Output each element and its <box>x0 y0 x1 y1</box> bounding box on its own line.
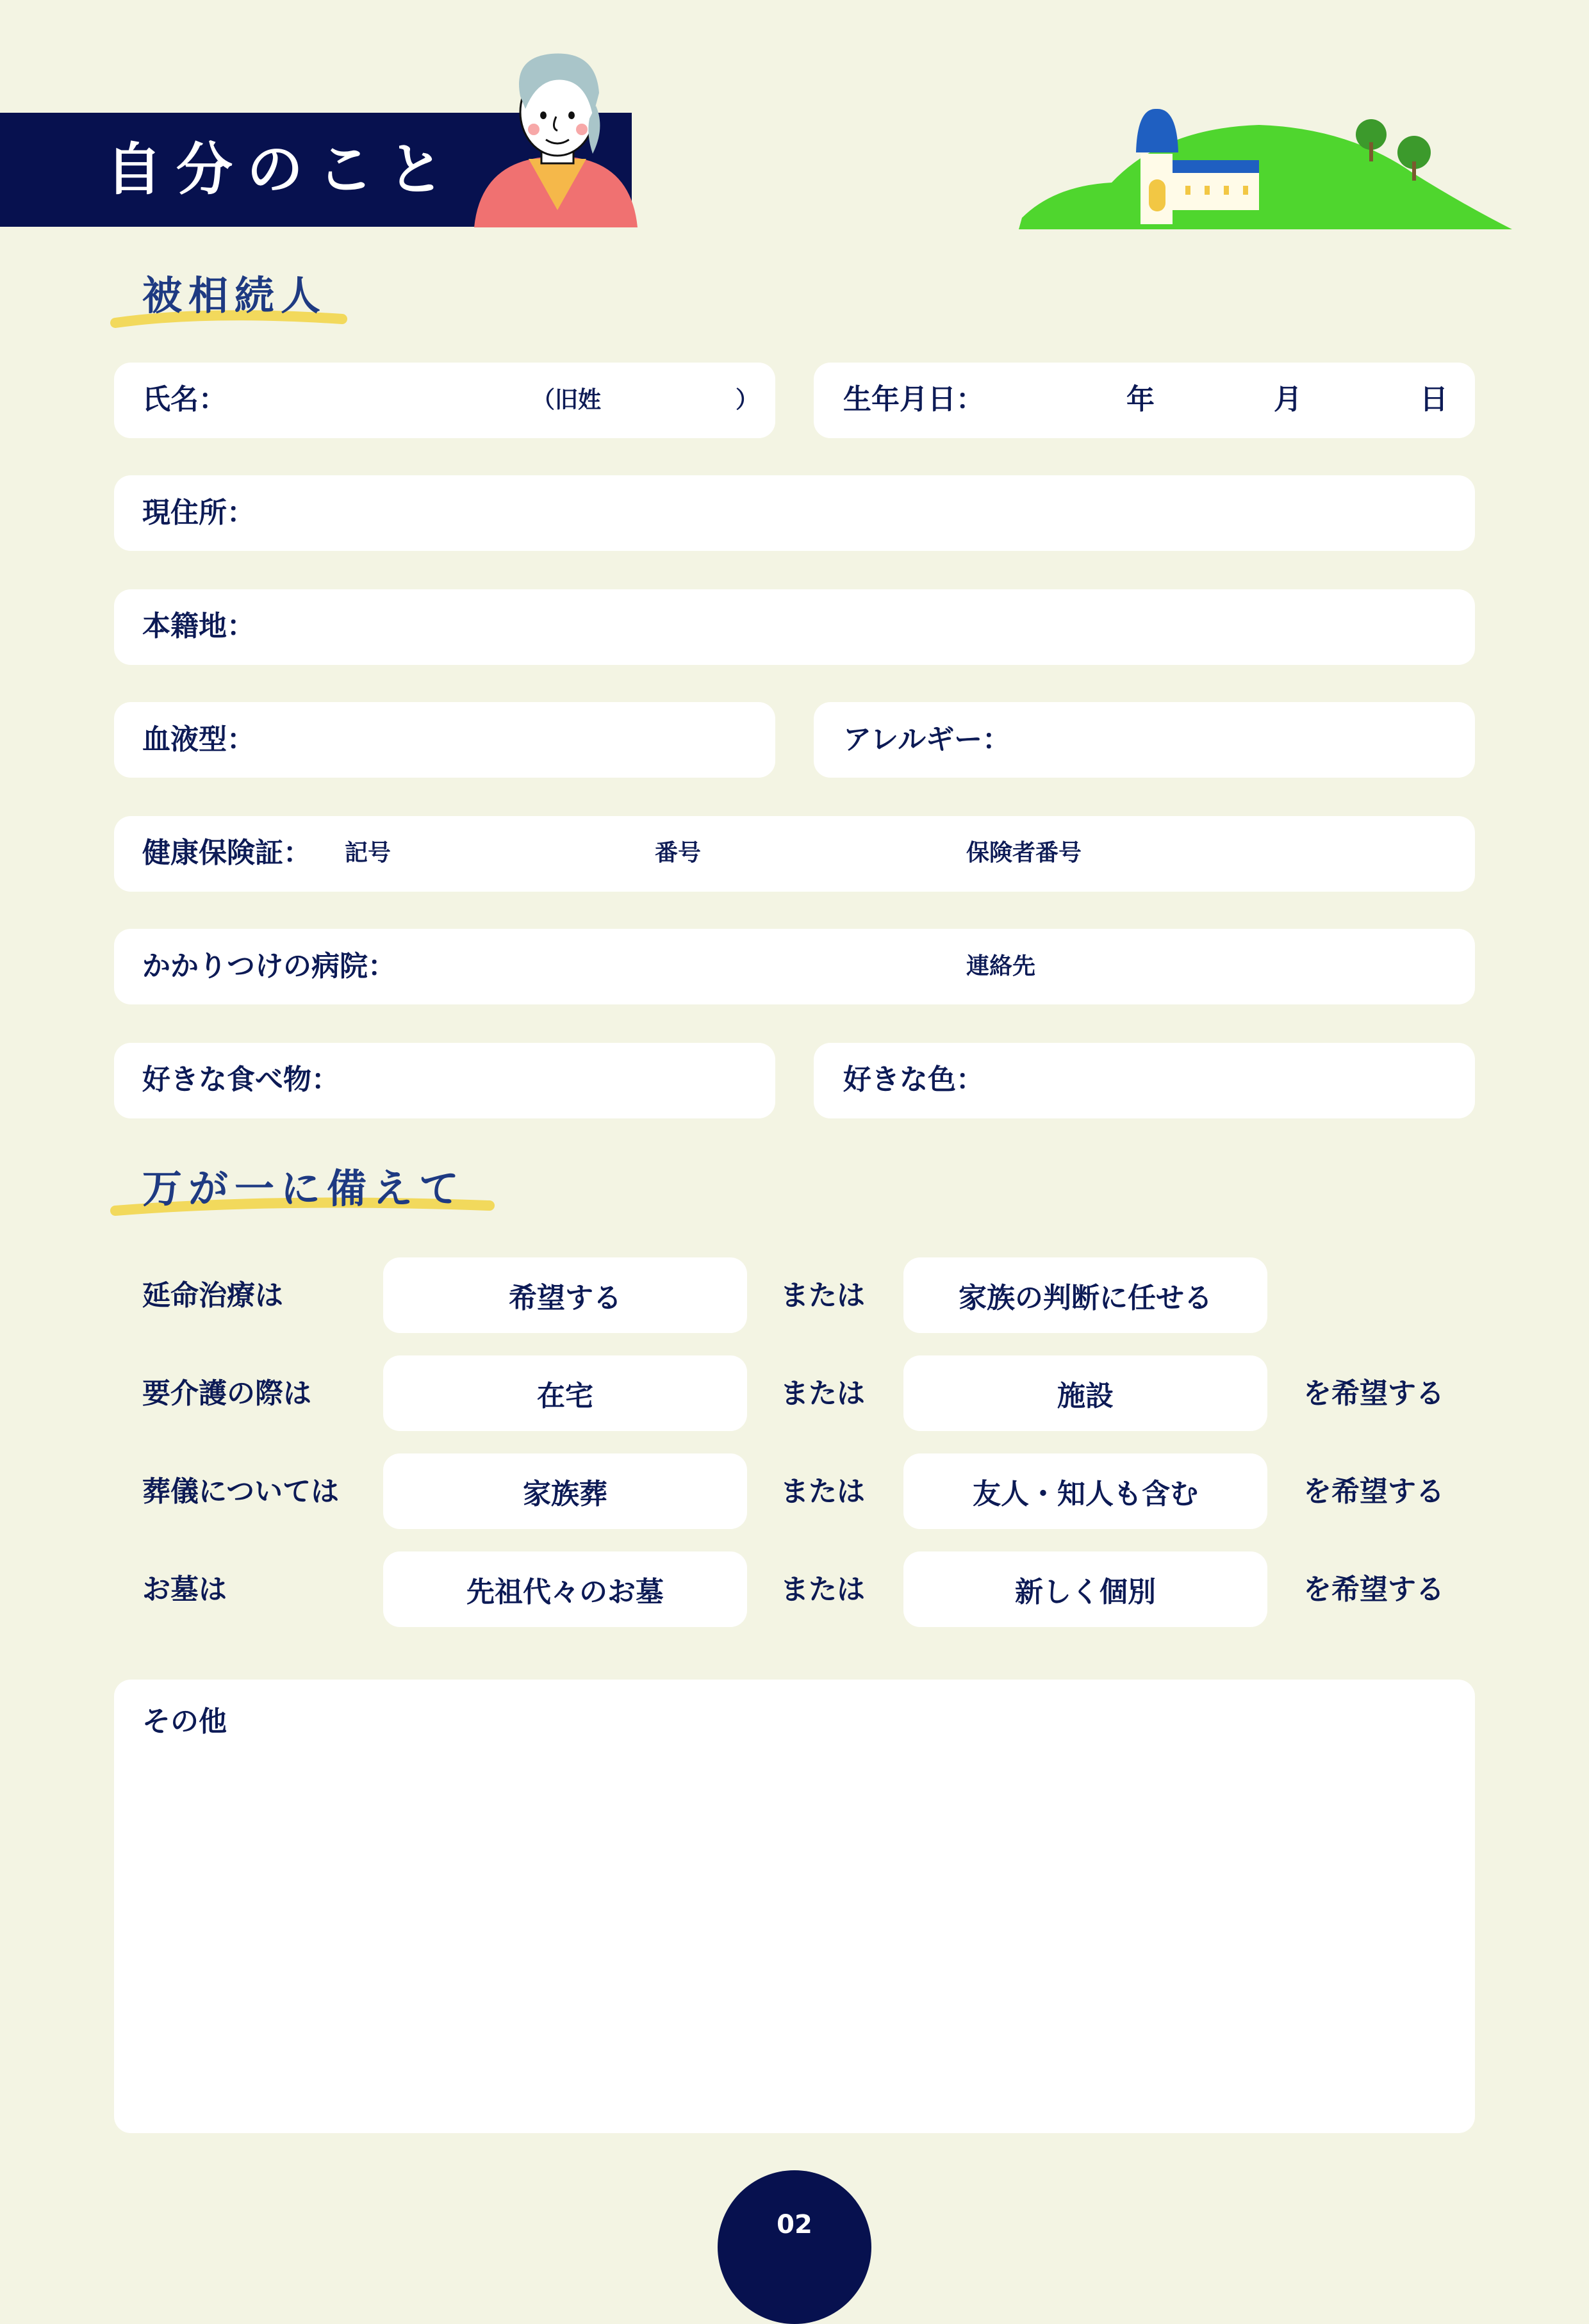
or-label: または <box>780 1377 865 1410</box>
other-notes-textarea[interactable] <box>114 1680 1475 2133</box>
insurance-label: 健康保険証： <box>142 837 311 869</box>
page-number: 02 <box>718 2170 871 2324</box>
option-a-button[interactable]: 家族葬 <box>383 1453 747 1529</box>
allergy-label: アレルギー： <box>843 723 1011 756</box>
section-title-preparation: 万が一に備えて <box>142 1165 466 1212</box>
insurance-number-label: 番号 <box>655 840 702 866</box>
name-label: 氏名： <box>142 383 227 416</box>
elderly-person-illustration <box>468 45 647 231</box>
page-title: 自分のこと <box>106 136 459 202</box>
row-label: 葬儀については <box>142 1475 340 1508</box>
or-label: または <box>780 1279 865 1312</box>
row-label: 要介護の際は <box>142 1377 311 1410</box>
option-b-button[interactable]: 友人・知人も含む <box>903 1453 1267 1529</box>
row-label: 延命治療は <box>142 1279 283 1312</box>
address-label: 現住所： <box>142 496 255 529</box>
wish-suffix: を希望する <box>1303 1475 1444 1508</box>
year-label: 年 <box>1126 383 1155 416</box>
address-field[interactable] <box>114 475 1475 551</box>
option-a-button[interactable]: 希望する <box>383 1257 747 1333</box>
option-b-button[interactable]: 家族の判断に任せる <box>903 1257 1267 1333</box>
option-b-button[interactable]: 新しく個別 <box>903 1551 1267 1627</box>
wish-suffix: を希望する <box>1303 1377 1444 1410</box>
blood-type-label: 血液型： <box>142 723 255 756</box>
row-label: お墓は <box>142 1573 227 1606</box>
month-label: 月 <box>1274 383 1302 416</box>
favorite-color-label: 好きな色： <box>843 1063 984 1096</box>
or-label: または <box>780 1475 865 1508</box>
option-a-button[interactable]: 在宅 <box>383 1355 747 1431</box>
or-label: または <box>780 1573 865 1606</box>
favorite-food-label: 好きな食べ物： <box>142 1063 340 1096</box>
domicile-label: 本籍地： <box>142 610 255 642</box>
insurance-symbol-label: 記号 <box>345 840 391 866</box>
option-a-button[interactable]: 先祖代々のお墓 <box>383 1551 747 1627</box>
day-label: 日 <box>1420 383 1448 416</box>
other-notes-label: その他 <box>142 1705 227 1738</box>
birthdate-label: 生年月日： <box>843 383 984 416</box>
insurance-field[interactable] <box>114 816 1475 892</box>
hill-house-illustration <box>1016 102 1515 237</box>
maiden-name-close: ） <box>736 387 759 413</box>
hospital-label: かかりつけの病院： <box>142 950 396 983</box>
wish-suffix: を希望する <box>1303 1573 1444 1606</box>
maiden-name-open: （旧姓 <box>532 387 602 413</box>
contact-label: 連絡先 <box>966 953 1036 979</box>
section-title-decedent: 被相続人 <box>142 272 327 319</box>
option-b-button[interactable]: 施設 <box>903 1355 1267 1431</box>
insurer-number-label: 保険者番号 <box>966 840 1082 866</box>
domicile-field[interactable] <box>114 589 1475 665</box>
